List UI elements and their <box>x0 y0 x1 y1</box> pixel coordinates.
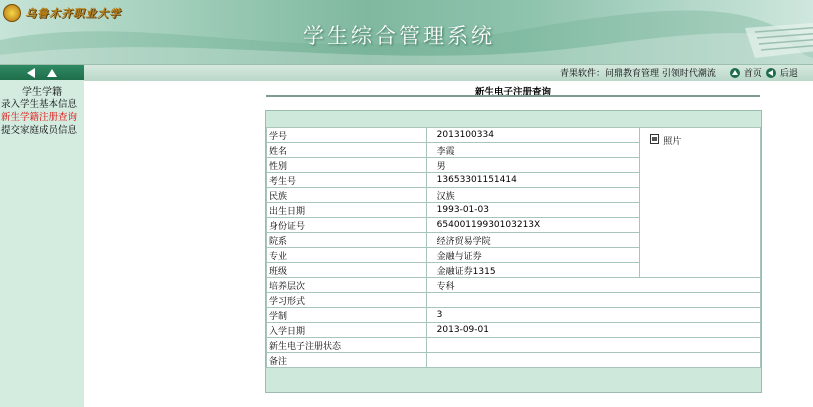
registration-form <box>265 110 762 393</box>
field-label: 学习形式 <box>267 293 427 308</box>
sidebar-item-family-members[interactable]: 提交家庭成员信息 <box>1 125 78 136</box>
nav-bar <box>0 64 813 81</box>
field-value: 1993-01-03 <box>426 203 640 218</box>
sidebar-item-enter-basic-info[interactable]: 录入学生基本信息 <box>1 99 78 110</box>
system-title: 学生综合管理系统 <box>303 24 495 48</box>
vendor-info: 青果软件：问鼎教育管理 引领时代潮流 <box>560 69 716 79</box>
field-value: 13653301151414 <box>426 173 640 188</box>
broken-image-icon <box>650 134 659 144</box>
sidebar-toggle <box>0 65 84 80</box>
field-label: 入学日期 <box>267 323 427 338</box>
photo-cell <box>640 128 761 278</box>
sidebar <box>0 80 84 407</box>
field-label: 学制 <box>267 308 427 323</box>
field-label: 院系 <box>267 233 427 248</box>
field-label: 班级 <box>267 263 427 278</box>
field-label: 专业 <box>267 248 427 263</box>
field-value <box>426 353 760 368</box>
table-row <box>267 353 761 368</box>
field-label: 身份证号 <box>267 218 427 233</box>
field-value: 经济贸易学院 <box>426 233 640 248</box>
collapse-up-icon[interactable] <box>47 69 57 77</box>
field-value: 金融证券1315 <box>426 263 640 278</box>
table-row <box>267 278 761 293</box>
field-label: 备注 <box>267 353 427 368</box>
logo <box>3 4 121 22</box>
field-value: 2013100334 <box>426 128 640 143</box>
field-value: 专科 <box>426 278 760 293</box>
field-label: 姓名 <box>267 143 427 158</box>
app-header <box>0 0 813 64</box>
table-row <box>267 128 761 143</box>
collapse-left-icon[interactable] <box>27 68 35 78</box>
school-emblem-icon <box>3 4 21 22</box>
field-value: 2013-09-01 <box>426 323 760 338</box>
field-label: 性别 <box>267 158 427 173</box>
page-title: 新生电子注册查询 <box>474 87 551 98</box>
field-value <box>426 338 760 353</box>
sidebar-item-registration-query[interactable]: 新生学籍注册查询 <box>1 112 78 123</box>
table-row <box>267 293 761 308</box>
photo-label: 照片 <box>663 137 682 147</box>
title-divider <box>266 95 760 97</box>
home-link[interactable]: 首页 <box>743 69 762 79</box>
back-icon[interactable] <box>766 68 776 78</box>
field-value: 汉族 <box>426 188 640 203</box>
keyboard-icon <box>735 20 813 60</box>
field-value: 金融与证券 <box>426 248 640 263</box>
field-value: 李霞 <box>426 143 640 158</box>
field-value <box>426 293 760 308</box>
table-row <box>267 338 761 353</box>
table-row <box>267 308 761 323</box>
sidebar-title: 学生学籍 <box>22 87 62 98</box>
back-link[interactable]: 后退 <box>779 69 798 79</box>
field-label: 考生号 <box>267 173 427 188</box>
logo-text: 乌鲁木齐职业大学 <box>25 7 121 20</box>
nav-right <box>560 66 798 79</box>
field-label: 民族 <box>267 188 427 203</box>
field-label: 新生电子注册状态 <box>267 338 427 353</box>
field-value: 男 <box>426 158 640 173</box>
field-label: 出生日期 <box>267 203 427 218</box>
field-value: 3 <box>426 308 760 323</box>
field-label: 培养层次 <box>267 278 427 293</box>
student-info-table <box>266 127 761 368</box>
home-icon[interactable] <box>730 68 740 78</box>
table-row <box>267 323 761 338</box>
field-label: 学号 <box>267 128 427 143</box>
field-value: 65400119930103213X <box>426 218 640 233</box>
